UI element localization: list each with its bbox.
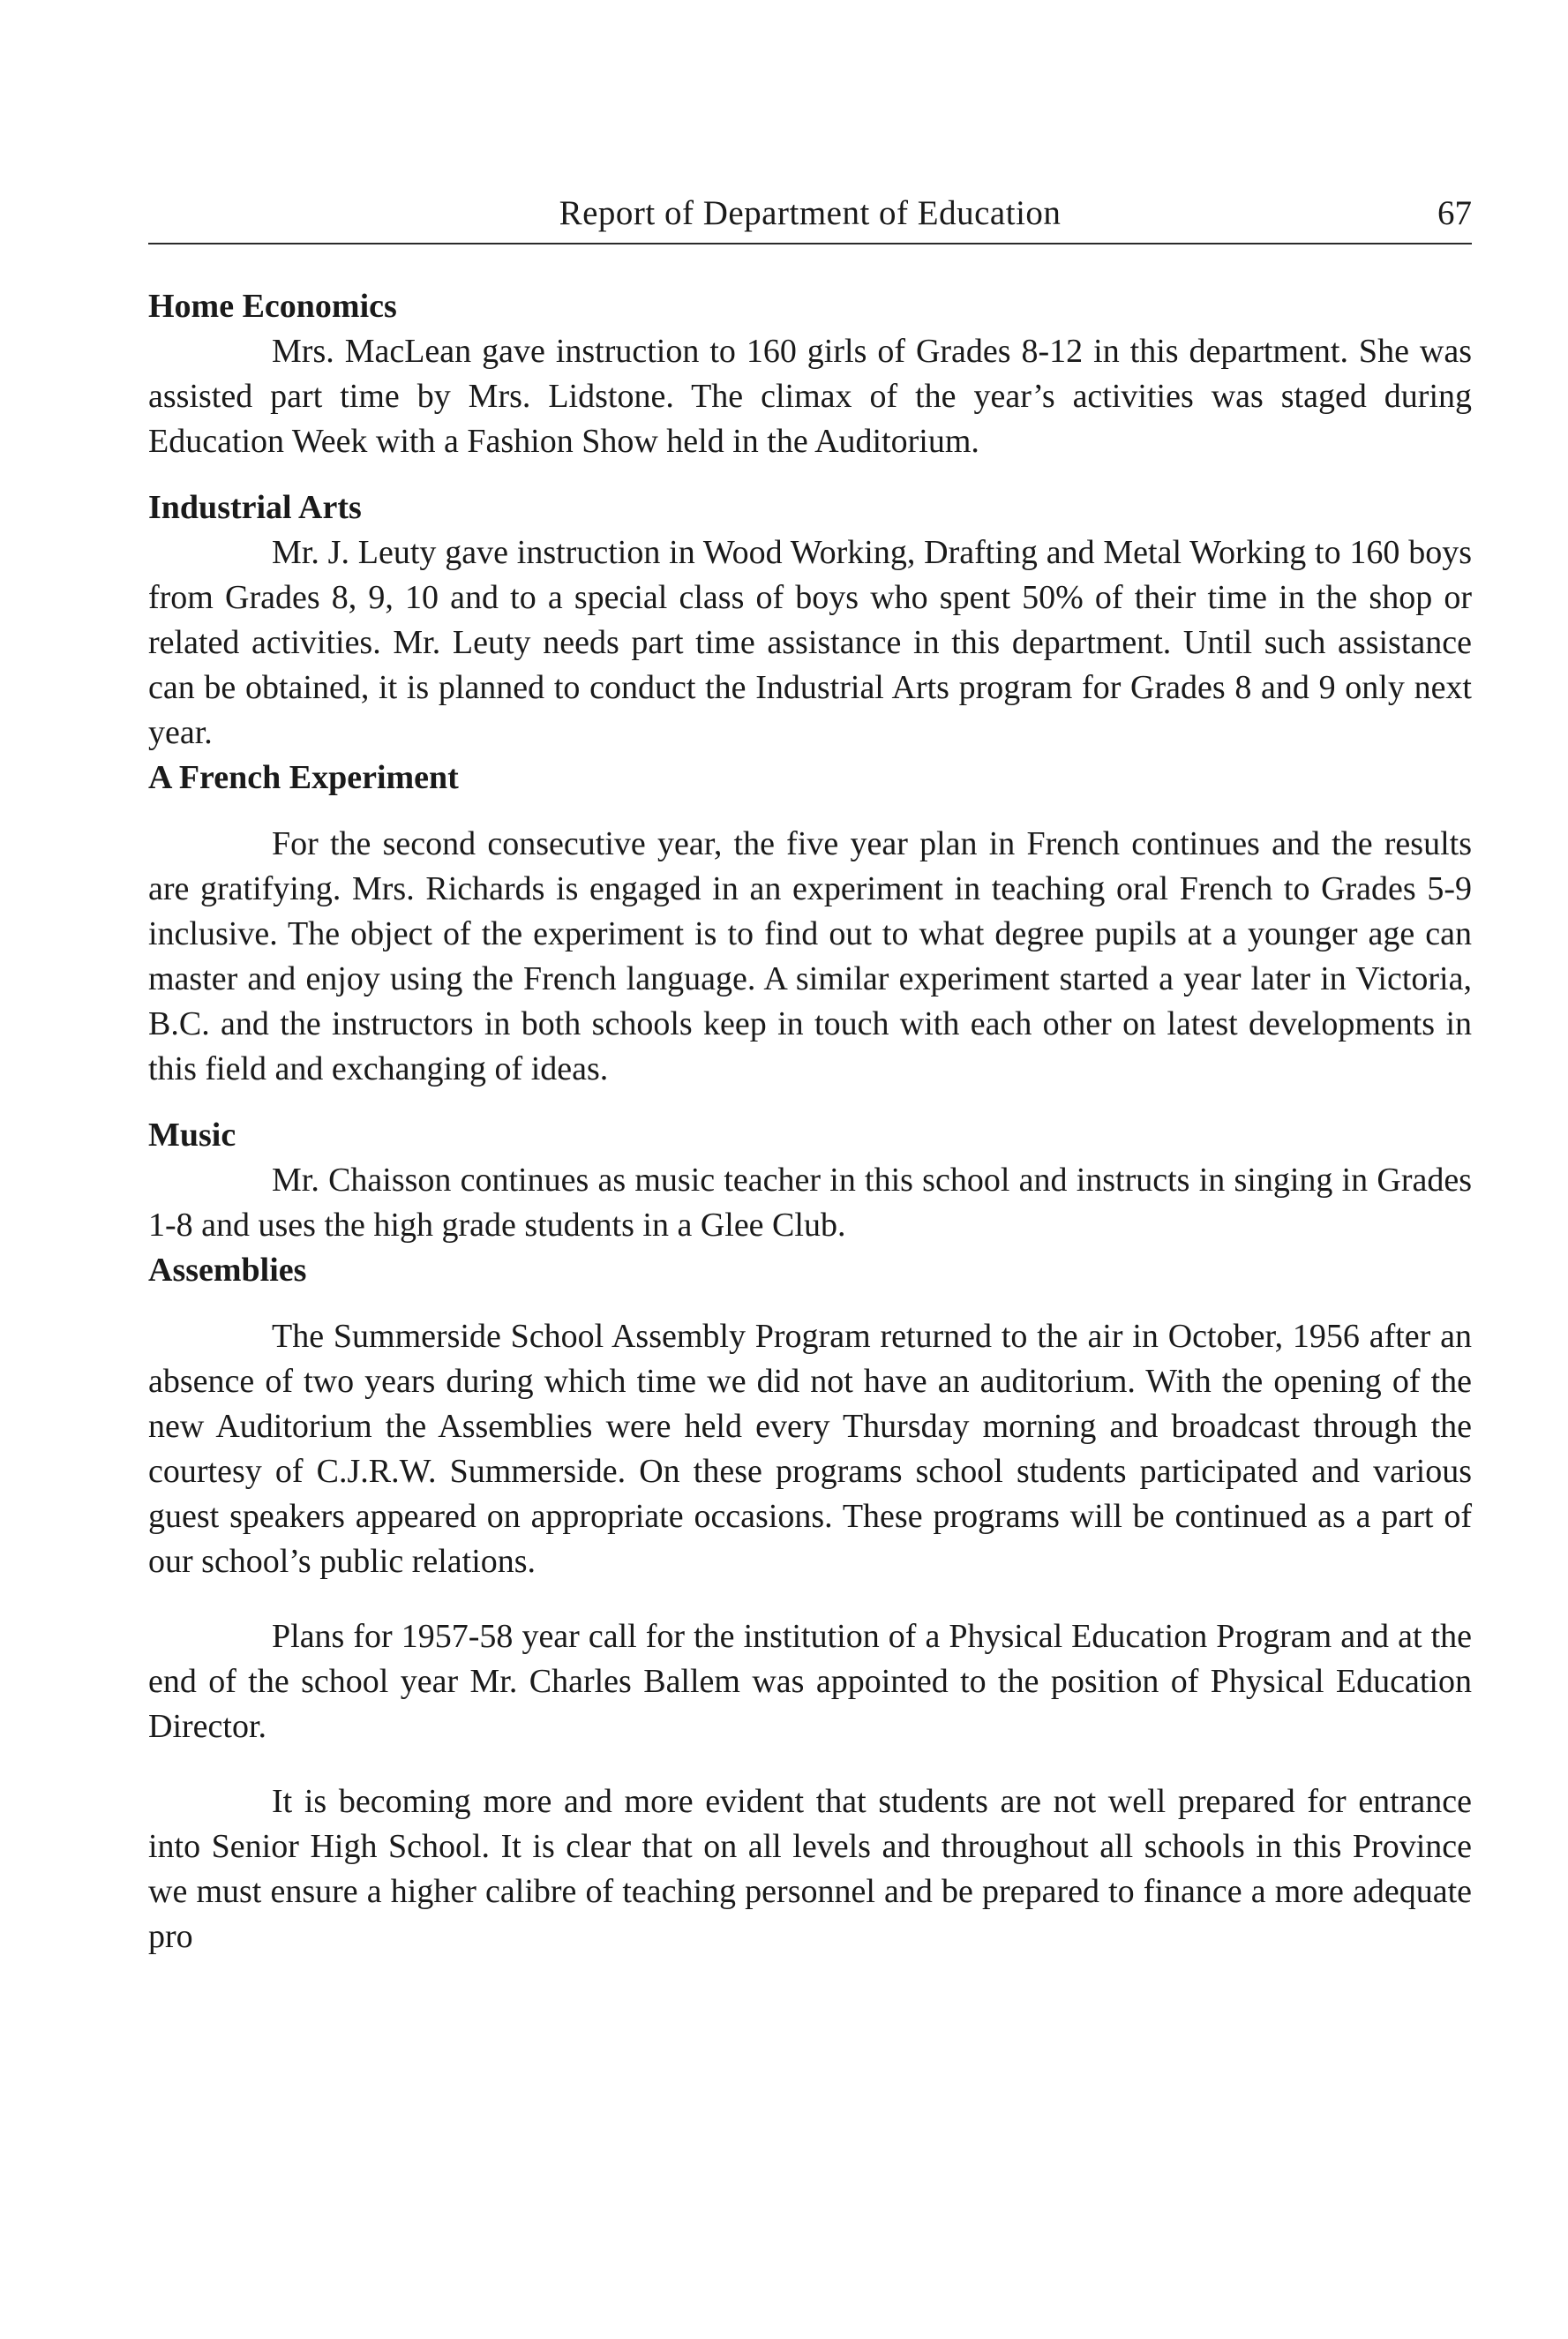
section-heading: Home Economics — [148, 288, 397, 325]
paragraph: Plans for 1957-58 year call for the institution of a Physical Education Program and at the end of the school year Mr. Charles Ballem was appointed to the position of Physical Education Director. — [148, 1618, 1472, 1745]
paragraph: The Summerside School Assembly Program returned to the air in October, 1956 after an absence of two years during which time we did not have an auditorium. With the opening of the new Auditorium the Assemblies were held every Thursday morning and broadcast through the courtesy of C.J.R.W. Summerside. On these programs school students participated and various guest speakers appeared on appropriate occasions. These programs will be continued as a part of our school’s public relations. — [148, 1318, 1472, 1580]
paragraph: It is becoming more and more evident that students are not well prepared for entrance into Senior High School. It is clear that on all levels and throughout all schools in this Province we must ensure a higher calibre of teaching personnel and be prepared to finance a more adequate pro — [148, 1783, 1472, 1955]
section-heading: Industrial Arts — [148, 489, 362, 526]
section-heading: Music — [148, 1117, 236, 1154]
spacer — [148, 1584, 1472, 1614]
section-music — [148, 1113, 1472, 1248]
section-assemblies — [148, 1248, 1472, 1959]
section-home-economics — [148, 284, 1472, 464]
section-heading: A French Experiment — [148, 759, 459, 796]
section-french-experiment — [148, 756, 1472, 1092]
document-body — [148, 284, 1472, 1959]
running-header-title: Report of Department of Education — [559, 194, 1062, 232]
spacer — [148, 464, 1472, 485]
spacer — [148, 1293, 1472, 1314]
page-number: 67 — [1437, 194, 1472, 232]
spacer — [148, 1749, 1472, 1779]
paragraph: Mr. Chaisson continues as music teacher in this school and instructs in singing in Grades 1-8 and uses the high grade students in a Glee Club. — [148, 1162, 1472, 1244]
running-header — [148, 190, 1472, 244]
section-industrial-arts — [148, 485, 1472, 756]
section-heading: Assemblies — [148, 1252, 307, 1289]
spacer — [148, 1092, 1472, 1113]
paragraph: For the second consecutive year, the five year plan in French continues and the results are gratifying. Mrs. Richards is engaged in an experiment in teaching oral French to Grades 5-9 inclusive. The object of the experiment is to find out to what degree pupils at a younger age can master and enjoy using the French language. A similar experiment started a year later in Victoria, B.C. and the instructors in both schools keep in touch with each other on latest developments in this field and exchanging of ideas. — [148, 825, 1472, 1087]
paragraph: Mr. J. Leuty gave instruction in Wood Working, Drafting and Metal Working to 160 boys from Grades 8, 9, 10 and to a special class of boys who spent 50% of their time in the shop or related activities. Mr. Leuty needs part time assistance in this department. Until such assistance can be obtained, it is planned to conduct the Industrial Arts program for Grades 8 and 9 only next year. — [148, 534, 1472, 751]
paragraph: Mrs. MacLean gave instruction to 160 girls of Grades 8-12 in this department. She was assisted part time by Mrs. Lidstone. The climax of the year’s activities was staged during Education Week with a Fashion Show held in the Auditorium. — [148, 333, 1472, 460]
spacer — [148, 801, 1472, 822]
